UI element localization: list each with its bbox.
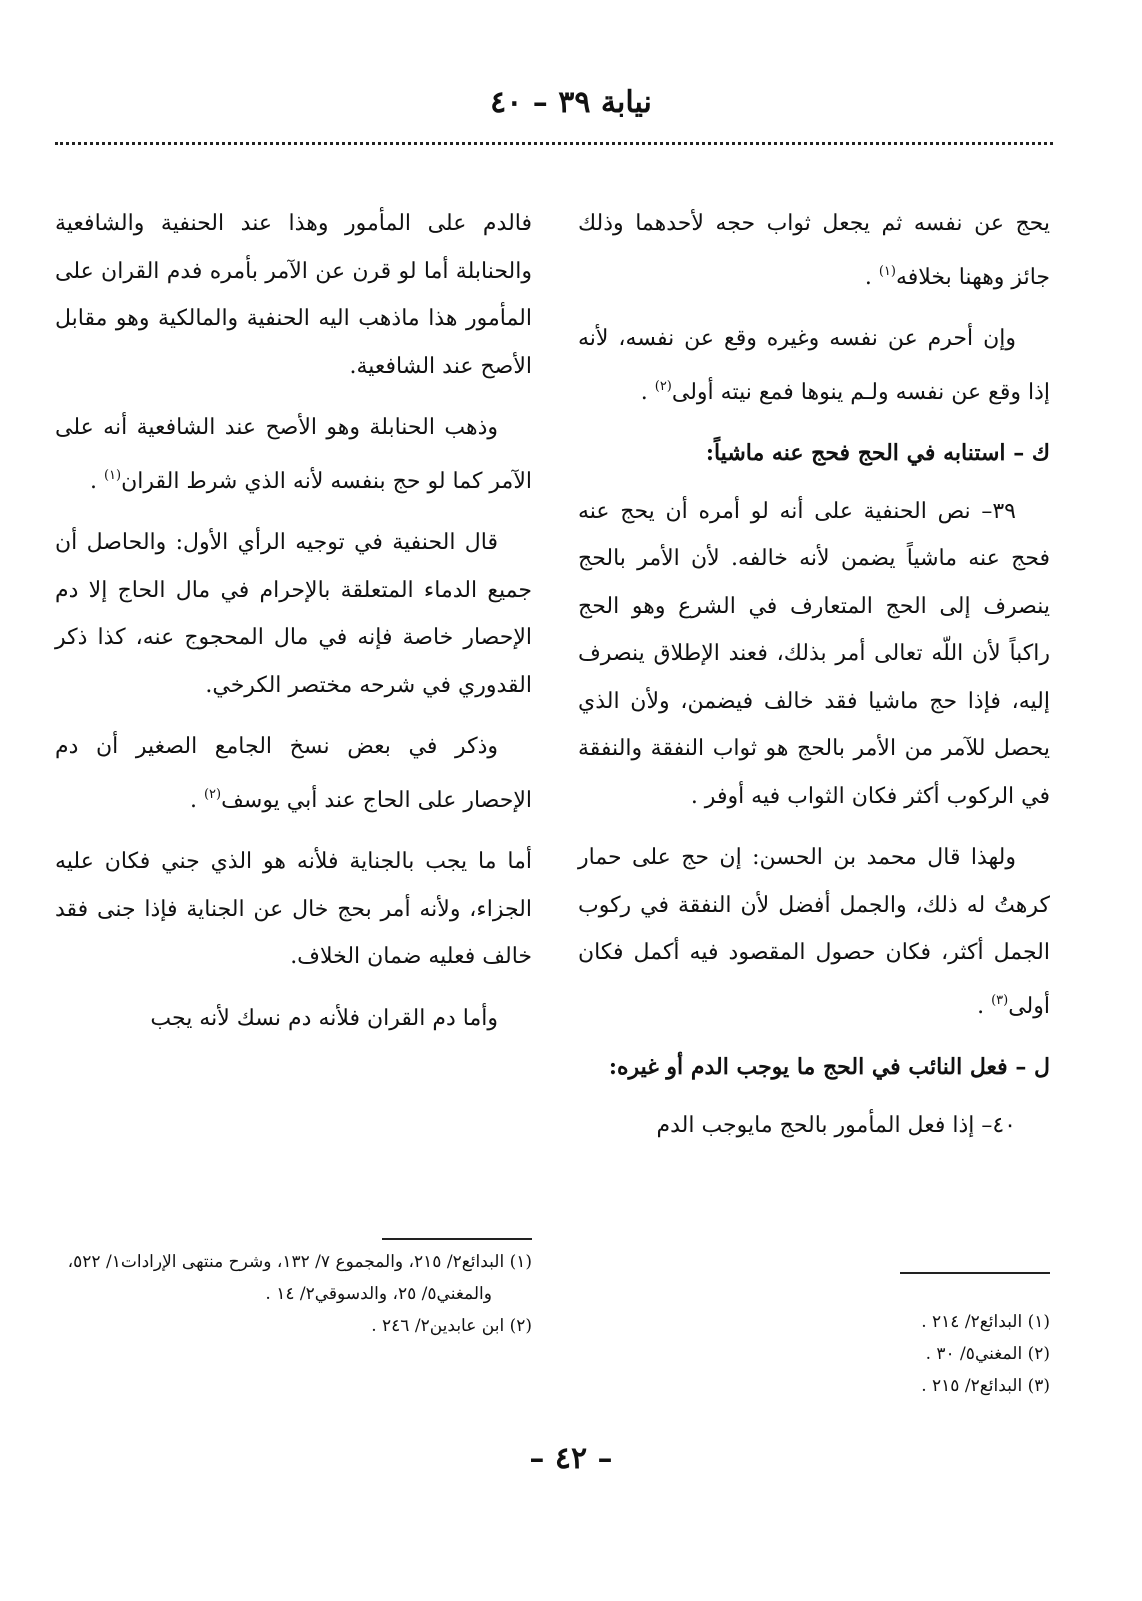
footnote: (٣) البدائع٢/ ٢١٥ . [921, 1376, 1050, 1396]
paragraph [55, 404, 532, 505]
footnote: (٢) المغني٥/ ٣٠ . [925, 1344, 1050, 1364]
paragraph [55, 723, 532, 824]
paragraph [578, 315, 1050, 416]
footnote: (١) البدائع٢/ ٢١٤ . [921, 1312, 1050, 1332]
paragraph-text: وإن أحرم عن نفسه وغيره وقع عن نفسه، لأنه إذا وقع عن نفسه ولـم ينوها فمع نيته أولى [578, 326, 1050, 405]
footnote-ref: (٢) [203, 786, 222, 802]
footnote-ref: (١) [878, 263, 896, 279]
paragraph-text: ولهذا قال محمد بن الحسن: إن حج على حمار كرهتُ له ذلك، والجمل أفضل لأن النفقة في ركوب الجمل أكثر، فكان حصول المقصود فيه أكمل فكان أولى [578, 845, 1050, 1019]
footnote: (١) البدائع٢/ ٢١٥، والمجموع ٧/ ١٣٢، وشرح منتهى الإرادات١/ ٥٢٢، والمغني٥/ ٢٥، والدسوقي٢/ ١٤ . [67, 1252, 532, 1304]
footnote-ref: (١) [103, 467, 122, 483]
paragraph-end: . [640, 379, 655, 405]
section-heading-l: ل – فعل النائب في الحج ما يوجب الدم أو غيره: [608, 1054, 1050, 1080]
footnote-rule-right [900, 1272, 1050, 1274]
paragraph-text: وذكر في بعض نسخ الجامع الصغير أن دم الإحصار على الحاج عند أبي يوسف [55, 734, 532, 813]
running-head: نيابة ٣٩ – ٤٠ [490, 85, 652, 120]
paragraph-end: . [864, 264, 879, 290]
page-number: – ٤٢ – [529, 1441, 613, 1476]
paragraph: فالدم على المأمور وهذا عند الحنفية والشافعية والحنابلة أما لو قرن عن الآمر بأمره فدم القران على المأمور هذا ماذهب اليه الحنفية والمالكية وهو مقابل الأصح عند الشافعية. [55, 211, 532, 379]
paragraph-end: . [977, 993, 992, 1019]
paragraph-text: يحج عن نفسه ثم يجعل ثواب حجه لأحدهما وذلك جائز وههنا بخلافه [578, 211, 1050, 290]
left-column [55, 200, 532, 1056]
paragraph: ٣٩– نص الحنفية على أنه لو أمره أن يحج عنه فحج عنه ماشياً يضمن لأنه خالفه. لأن الأمر بالحج ينصرف إلى الحج المتعارف في الشرع وهو الحج راكباً لأن اللّه تعالى أمر بذلك، فعند الإطلاق ينصرف إليه، فإذا حج ماشيا فقد خالف فيضمن، ولأن الذي يحصل للآمر من الأمر بالحج هو ثواب النفقة والنفقة في الركوب أكثر فكان الثواب فيه أوفر . [578, 498, 1050, 809]
paragraph [578, 200, 1050, 301]
header-dotted-rule [55, 142, 1053, 145]
footnotes-right [700, 1306, 1050, 1402]
paragraph-end: . [89, 468, 104, 494]
paragraph: ٤٠– إذا فعل المأمور بالحج مايوجب الدم [656, 1112, 1016, 1138]
paragraph: وأما دم القران فلأنه دم نسك لأنه يجب [150, 1005, 498, 1031]
paragraph: أما ما يجب بالجناية فلأنه هو الذي جني فكان عليه الجزاء، ولأنه أمر بحج خال عن الجناية فإذا جنى فقد خالف فعليه ضمان الخلاف. [55, 849, 532, 969]
paragraph: قال الحنفية في توجيه الرأي الأول: والحاصل أن جميع الدماء المتعلقة بالإحرام في مال الحاج إلا دم الإحصار خاصة فإنه في مال المحجوج عنه، كذا ذكر القدوري في شرحه مختصر الكرخي. [55, 530, 532, 698]
paragraph [578, 834, 1050, 1030]
paragraph-end: . [189, 787, 204, 813]
footnote-rule-left [382, 1238, 532, 1240]
footnote-ref: (٣) [991, 992, 1009, 1008]
footnote: (٢) ابن عابدين٢/ ٢٤٦ . [371, 1316, 532, 1336]
section-heading-k: ك – استنابه في الحج فحج عنه ماشياً: [705, 440, 1050, 466]
footnote-ref: (٢) [654, 378, 672, 394]
footnotes-left [55, 1246, 532, 1342]
paragraph-text: وذهب الحنابلة وهو الأصح عند الشافعية أنه على الآمر كما لو حج بنفسه لأنه الذي شرط القران [55, 415, 532, 494]
right-column [578, 200, 1050, 1163]
